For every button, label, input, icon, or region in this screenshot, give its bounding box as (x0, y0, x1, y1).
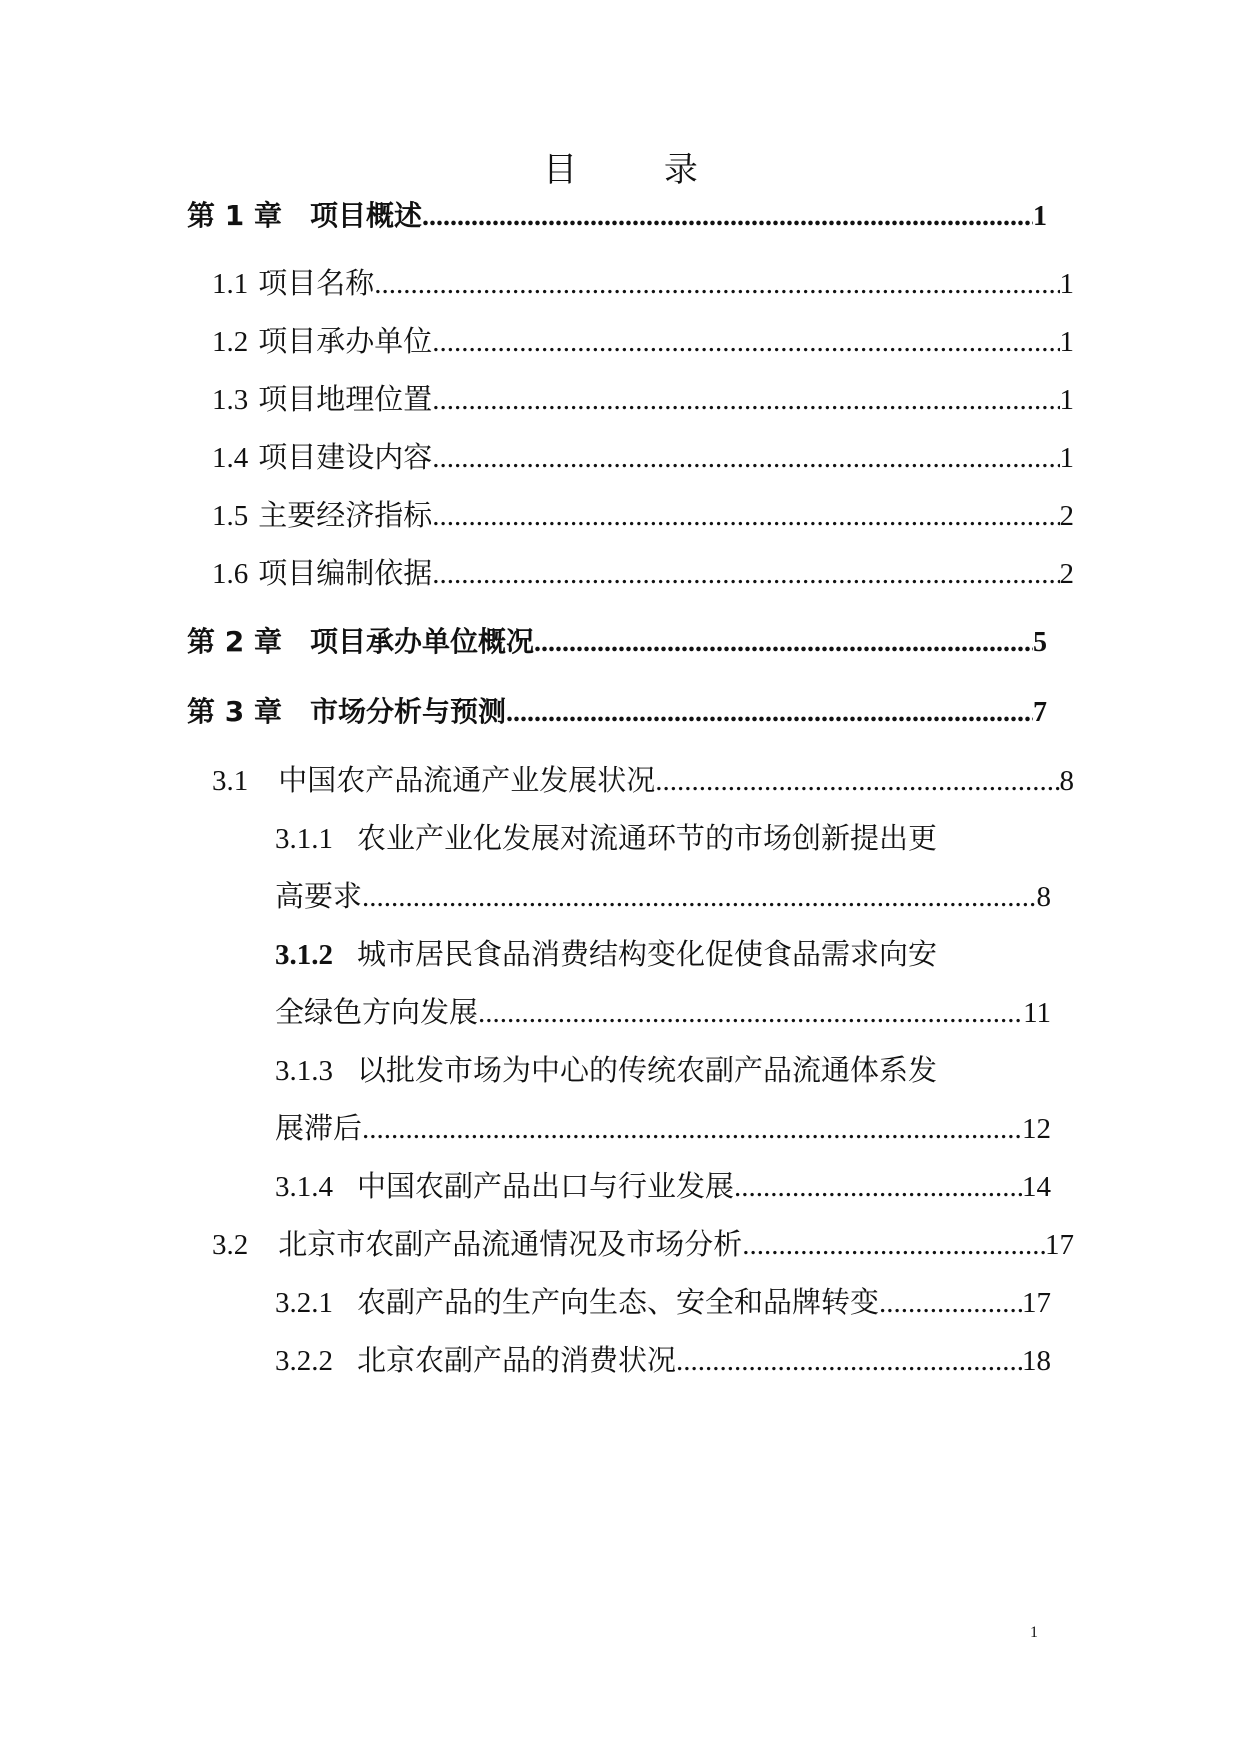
page-ref: 17 (1022, 1287, 1051, 1319)
toc-chapter-2[interactable] (187, 622, 1047, 663)
subsection-number: 3.2.2 (275, 1345, 333, 1377)
chapter-number: 第 1 章 (187, 199, 282, 232)
page-ref: 1 (1033, 201, 1047, 232)
toc-subsection-3-1-1[interactable] (275, 818, 1051, 859)
section-title: 项目地理位置 (258, 382, 433, 416)
subsection-number: 3.1.1 (275, 823, 333, 855)
toc-subsection-3-1-2-cont[interactable] (275, 992, 1051, 1033)
subsection-title-line1: 农业产业化发展对流通环节的市场创新提出更 (357, 821, 938, 855)
page-ref: 8 (1036, 881, 1051, 913)
page-ref: 2 (1059, 500, 1074, 532)
page-ref: 5 (1033, 627, 1047, 658)
subsection-number: 3.1.2 (275, 939, 333, 971)
section-number: 1.2 (212, 326, 249, 358)
dot-leader (742, 1225, 1045, 1265)
toc-section-3-2[interactable] (212, 1224, 1074, 1265)
dot-leader (362, 877, 1036, 917)
section-title: 中国农产品流通产业发展状况 (278, 763, 656, 797)
dot-leader (534, 623, 1033, 663)
toc-chapter-1[interactable] (187, 196, 1047, 237)
page-ref: 1 (1059, 442, 1074, 474)
subsection-title-line2: 展滞后 (275, 1111, 363, 1145)
toc-section-1-4[interactable] (212, 437, 1074, 478)
subsection-number: 3.2.1 (275, 1287, 333, 1319)
toc-subsection-3-1-2[interactable] (275, 934, 1051, 975)
subsection-number: 3.1.4 (275, 1171, 333, 1203)
toc-subsection-3-2-2[interactable] (275, 1340, 1051, 1381)
section-number: 3.1 (212, 765, 249, 797)
dot-leader (432, 380, 1059, 420)
toc-section-1-1[interactable] (212, 263, 1074, 304)
chapter-title: 项目承办单位概况 (309, 625, 534, 658)
dot-leader (432, 554, 1059, 594)
toc-section-1-6[interactable] (212, 553, 1074, 594)
page-ref: 1 (1059, 384, 1074, 416)
dot-leader (432, 438, 1059, 478)
toc-subsection-3-1-3[interactable] (275, 1050, 1051, 1091)
section-title: 项目承办单位 (258, 324, 433, 358)
section-title: 项目名称 (258, 266, 375, 300)
toc-chapter-3[interactable] (187, 692, 1047, 733)
dot-leader (655, 761, 1059, 801)
dot-leader (374, 264, 1059, 304)
subsection-title: 农副产品的生产向生态、安全和品牌转变 (357, 1285, 880, 1319)
toc-subsection-3-1-1-cont[interactable] (275, 876, 1051, 917)
toc-section-1-3[interactable] (212, 379, 1074, 420)
subsection-title: 北京农副产品的消费状况 (357, 1343, 677, 1377)
subsection-number: 3.1.3 (275, 1055, 333, 1087)
page-ref: 14 (1022, 1171, 1051, 1203)
dot-leader (676, 1341, 1022, 1381)
section-number: 1.1 (212, 268, 249, 300)
page-ref: 1 (1059, 268, 1074, 300)
toc-section-1-2[interactable] (212, 321, 1074, 362)
section-number: 3.2 (212, 1229, 249, 1261)
dot-leader (432, 322, 1059, 362)
section-title: 项目编制依据 (258, 556, 433, 590)
dot-leader (432, 496, 1059, 536)
dot-leader (506, 693, 1033, 733)
section-title: 主要经济指标 (258, 498, 433, 532)
page-number: 1 (1030, 1624, 1038, 1641)
dot-leader (734, 1167, 1022, 1207)
page-ref: 1 (1059, 326, 1074, 358)
chapter-number: 第 2 章 (187, 625, 282, 658)
toc-subsection-3-1-4[interactable] (275, 1166, 1051, 1207)
subsection-title-line2: 高要求 (275, 879, 363, 913)
page-ref: 2 (1059, 558, 1074, 590)
page-ref: 7 (1033, 697, 1047, 728)
section-number: 1.5 (212, 500, 249, 532)
subsection-title-line1: 以批发市场为中心的传统农副产品流通体系发 (357, 1053, 938, 1087)
page-ref: 18 (1022, 1345, 1051, 1377)
subsection-title-line2: 全绿色方向发展 (275, 995, 479, 1029)
section-title: 项目建设内容 (258, 440, 433, 474)
section-title: 北京市农副产品流通情况及市场分析 (278, 1227, 743, 1261)
section-number: 1.3 (212, 384, 249, 416)
dot-leader (422, 197, 1033, 237)
toc-section-1-5[interactable] (212, 495, 1074, 536)
page-ref: 8 (1059, 765, 1074, 797)
section-number: 1.4 (212, 442, 249, 474)
page-ref: 12 (1022, 1113, 1051, 1145)
dot-leader (362, 1109, 1022, 1149)
toc-subsection-3-1-3-cont[interactable] (275, 1108, 1051, 1149)
subsection-title-line1: 城市居民食品消费结构变化促使食品需求向安 (357, 937, 938, 971)
chapter-title: 项目概述 (309, 199, 422, 232)
dot-leader (478, 993, 1023, 1033)
page-ref: 11 (1023, 997, 1051, 1029)
toc-title: 目 录 (543, 150, 736, 190)
toc-subsection-3-2-1[interactable] (275, 1282, 1051, 1323)
chapter-title: 市场分析与预测 (309, 695, 506, 728)
chapter-number: 第 3 章 (187, 695, 282, 728)
page-ref: 17 (1045, 1229, 1074, 1261)
section-number: 1.6 (212, 558, 249, 590)
subsection-title: 中国农副产品出口与行业发展 (357, 1169, 735, 1203)
dot-leader (879, 1283, 1022, 1323)
toc-section-3-1[interactable] (212, 760, 1074, 801)
